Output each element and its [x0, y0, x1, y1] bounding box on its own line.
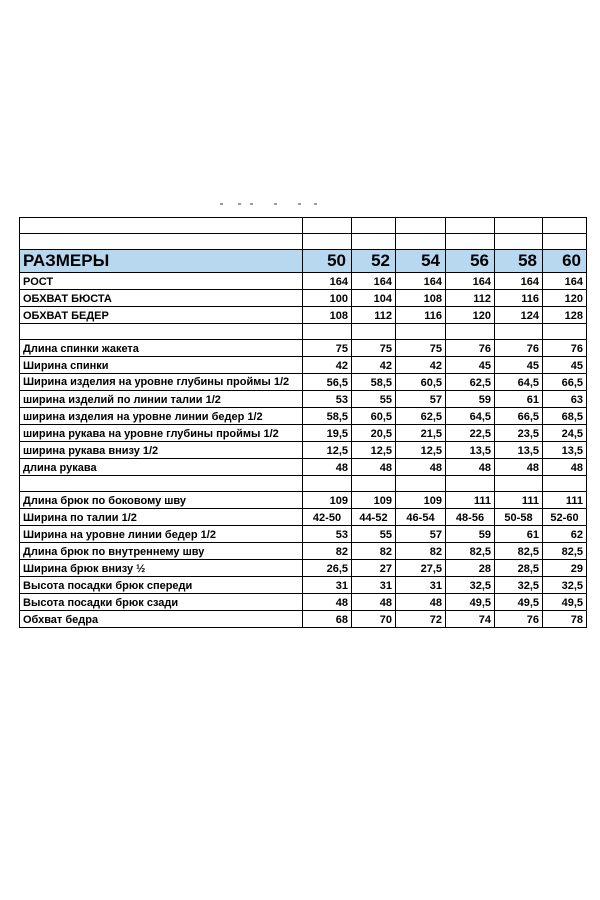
value-cell: 32,5	[543, 577, 587, 594]
value-cell: 45	[495, 357, 543, 374]
table-row	[20, 391, 587, 408]
value-cell: 55	[352, 526, 396, 543]
value-cell: 13,5	[543, 442, 587, 459]
value-cell: 76	[543, 340, 587, 357]
value-cell: 48	[495, 459, 543, 476]
table-row	[20, 492, 587, 509]
empty-cell	[352, 476, 396, 492]
value-cell: 63	[543, 391, 587, 408]
empty-cell	[495, 324, 543, 340]
header-label: РАЗМЕРЫ	[20, 250, 303, 273]
value-cell: 45	[446, 357, 495, 374]
value-cell: 82	[352, 543, 396, 560]
value-cell: 20,5	[352, 425, 396, 442]
empty-cell	[446, 476, 495, 492]
row-label: Длина спинки жакета	[20, 340, 303, 357]
value-cell: 62,5	[396, 408, 446, 425]
value-cell: 48	[352, 459, 396, 476]
empty-cell	[446, 218, 495, 234]
value-cell: 44-52	[352, 509, 396, 526]
value-cell: 24,5	[543, 425, 587, 442]
row-label: Ширина на уровне линии бедер 1/2	[20, 526, 303, 543]
value-cell: 12,5	[396, 442, 446, 459]
value-cell: 76	[446, 340, 495, 357]
size-header: 60	[543, 250, 587, 273]
value-cell: 164	[495, 273, 543, 290]
empty-cell	[352, 324, 396, 340]
value-cell: 76	[495, 340, 543, 357]
value-cell: 111	[543, 492, 587, 509]
scan-marks	[220, 203, 330, 209]
blank-row	[20, 218, 587, 234]
value-cell: 49,5	[543, 594, 587, 611]
value-cell: 31	[352, 577, 396, 594]
value-cell: 12,5	[303, 442, 352, 459]
value-cell: 124	[495, 307, 543, 324]
value-cell: 164	[446, 273, 495, 290]
empty-cell	[446, 324, 495, 340]
value-cell: 19,5	[303, 425, 352, 442]
value-cell: 68,5	[543, 408, 587, 425]
empty-cell	[352, 218, 396, 234]
size-header: 56	[446, 250, 495, 273]
value-cell: 164	[396, 273, 446, 290]
value-cell: 72	[396, 611, 446, 628]
value-cell: 56,5	[303, 374, 352, 391]
value-cell: 108	[396, 290, 446, 307]
row-label: ширина рукава внизу 1/2	[20, 442, 303, 459]
value-cell: 128	[543, 307, 587, 324]
value-cell: 74	[446, 611, 495, 628]
empty-cell	[543, 218, 587, 234]
table-row	[20, 526, 587, 543]
header-row	[20, 250, 587, 273]
value-cell: 32,5	[495, 577, 543, 594]
table-row	[20, 307, 587, 324]
row-label: длина рукава	[20, 459, 303, 476]
row-label: Длина брюк по внутреннему шву	[20, 543, 303, 560]
empty-cell	[20, 324, 303, 340]
empty-cell	[303, 234, 352, 250]
size-chart-table	[19, 217, 587, 628]
row-label: Ширина спинки	[20, 357, 303, 374]
empty-cell	[352, 234, 396, 250]
value-cell: 13,5	[446, 442, 495, 459]
value-cell: 58,5	[352, 374, 396, 391]
value-cell: 70	[352, 611, 396, 628]
value-cell: 111	[495, 492, 543, 509]
row-label: ОБХВАТ БЕДЕР	[20, 307, 303, 324]
value-cell: 116	[396, 307, 446, 324]
value-cell: 48	[303, 594, 352, 611]
value-cell: 53	[303, 391, 352, 408]
value-cell: 116	[495, 290, 543, 307]
table-row	[20, 611, 587, 628]
empty-cell	[543, 476, 587, 492]
value-cell: 120	[543, 290, 587, 307]
value-cell: 12,5	[352, 442, 396, 459]
empty-cell	[396, 234, 446, 250]
empty-cell	[495, 218, 543, 234]
value-cell: 68	[303, 611, 352, 628]
value-cell: 31	[303, 577, 352, 594]
blank-row	[20, 234, 587, 250]
table-row	[20, 459, 587, 476]
value-cell: 50-58	[495, 509, 543, 526]
value-cell: 29	[543, 560, 587, 577]
row-label: ширина изделия на уровне линии бедер 1/2	[20, 408, 303, 425]
value-cell: 164	[303, 273, 352, 290]
table-row	[20, 509, 587, 526]
value-cell: 32,5	[446, 577, 495, 594]
value-cell: 42-50	[303, 509, 352, 526]
value-cell: 57	[396, 391, 446, 408]
value-cell: 27,5	[396, 560, 446, 577]
value-cell: 112	[352, 307, 396, 324]
value-cell: 21,5	[396, 425, 446, 442]
table-row	[20, 442, 587, 459]
value-cell: 55	[352, 391, 396, 408]
size-header: 58	[495, 250, 543, 273]
value-cell: 108	[303, 307, 352, 324]
value-cell: 111	[446, 492, 495, 509]
value-cell: 100	[303, 290, 352, 307]
value-cell: 28,5	[495, 560, 543, 577]
row-label: Высота посадки брюк сзади	[20, 594, 303, 611]
value-cell: 61	[495, 526, 543, 543]
value-cell: 28	[446, 560, 495, 577]
value-cell: 42	[303, 357, 352, 374]
value-cell: 46-54	[396, 509, 446, 526]
row-label: Ширина изделия на уровне глубины проймы 1/2	[20, 374, 303, 391]
table-row	[20, 408, 587, 425]
row-label: Длина брюк по боковому шву	[20, 492, 303, 509]
value-cell: 59	[446, 526, 495, 543]
empty-cell	[446, 234, 495, 250]
value-cell: 60,5	[396, 374, 446, 391]
value-cell: 82	[396, 543, 446, 560]
value-cell: 45	[543, 357, 587, 374]
row-label: ОБХВАТ БЮСТА	[20, 290, 303, 307]
size-header: 50	[303, 250, 352, 273]
value-cell: 49,5	[495, 594, 543, 611]
value-cell: 104	[352, 290, 396, 307]
empty-cell	[20, 476, 303, 492]
row-label: Ширина брюк внизу ½	[20, 560, 303, 577]
empty-cell	[396, 324, 446, 340]
empty-cell	[543, 324, 587, 340]
row-label: РОСТ	[20, 273, 303, 290]
empty-cell	[396, 476, 446, 492]
value-cell: 52-60	[543, 509, 587, 526]
value-cell: 78	[543, 611, 587, 628]
value-cell: 31	[396, 577, 446, 594]
table-row	[20, 290, 587, 307]
value-cell: 61	[495, 391, 543, 408]
value-cell: 112	[446, 290, 495, 307]
value-cell: 66,5	[543, 374, 587, 391]
value-cell: 75	[303, 340, 352, 357]
value-cell: 48	[352, 594, 396, 611]
value-cell: 48	[396, 459, 446, 476]
value-cell: 109	[396, 492, 446, 509]
table-row	[20, 374, 587, 391]
row-label: ширина рукава на уровне глубины проймы 1/2	[20, 425, 303, 442]
empty-cell	[495, 476, 543, 492]
table-row	[20, 357, 587, 374]
blank-row	[20, 476, 587, 492]
table-row	[20, 273, 587, 290]
value-cell: 48	[446, 459, 495, 476]
value-cell: 58,5	[303, 408, 352, 425]
value-cell: 164	[352, 273, 396, 290]
empty-cell	[20, 218, 303, 234]
value-cell: 48	[396, 594, 446, 611]
value-cell: 26,5	[303, 560, 352, 577]
value-cell: 109	[303, 492, 352, 509]
value-cell: 82	[303, 543, 352, 560]
size-header: 52	[352, 250, 396, 273]
value-cell: 76	[495, 611, 543, 628]
table-row	[20, 594, 587, 611]
table-row	[20, 340, 587, 357]
empty-cell	[303, 218, 352, 234]
value-cell: 53	[303, 526, 352, 543]
value-cell: 27	[352, 560, 396, 577]
table-row	[20, 577, 587, 594]
value-cell: 13,5	[495, 442, 543, 459]
value-cell: 82,5	[446, 543, 495, 560]
value-cell: 109	[352, 492, 396, 509]
value-cell: 42	[396, 357, 446, 374]
value-cell: 164	[543, 273, 587, 290]
empty-cell	[495, 234, 543, 250]
empty-cell	[303, 476, 352, 492]
row-label: ширина изделий по линии талии 1/2	[20, 391, 303, 408]
value-cell: 57	[396, 526, 446, 543]
value-cell: 48	[303, 459, 352, 476]
value-cell: 75	[352, 340, 396, 357]
value-cell: 59	[446, 391, 495, 408]
row-label: Высота посадки брюк спереди	[20, 577, 303, 594]
size-header: 54	[396, 250, 446, 273]
value-cell: 22,5	[446, 425, 495, 442]
empty-cell	[396, 218, 446, 234]
row-label: Ширина по талии 1/2	[20, 509, 303, 526]
empty-cell	[20, 234, 303, 250]
blank-row	[20, 324, 587, 340]
table-row	[20, 425, 587, 442]
table-row	[20, 543, 587, 560]
table-row	[20, 560, 587, 577]
value-cell: 82,5	[543, 543, 587, 560]
value-cell: 62,5	[446, 374, 495, 391]
value-cell: 62	[543, 526, 587, 543]
value-cell: 64,5	[446, 408, 495, 425]
value-cell: 42	[352, 357, 396, 374]
empty-cell	[303, 324, 352, 340]
value-cell: 64,5	[495, 374, 543, 391]
value-cell: 120	[446, 307, 495, 324]
value-cell: 60,5	[352, 408, 396, 425]
value-cell: 49,5	[446, 594, 495, 611]
value-cell: 23,5	[495, 425, 543, 442]
value-cell: 48-56	[446, 509, 495, 526]
empty-cell	[543, 234, 587, 250]
value-cell: 82,5	[495, 543, 543, 560]
value-cell: 75	[396, 340, 446, 357]
value-cell: 66,5	[495, 408, 543, 425]
value-cell: 48	[543, 459, 587, 476]
row-label: Обхват бедра	[20, 611, 303, 628]
